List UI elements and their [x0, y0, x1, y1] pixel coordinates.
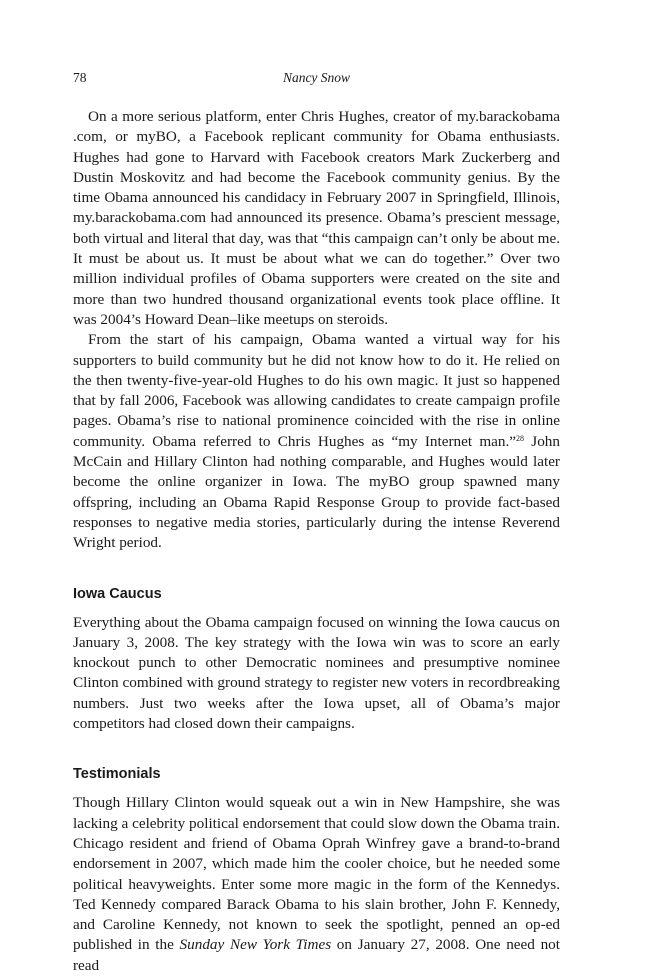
section-heading-testimonials: Testimonials	[73, 766, 161, 783]
paragraph-testimonials	[73, 793, 560, 976]
body-text	[73, 107, 560, 976]
paragraph-text: John McCain and Hillary Clinton had nothing comparable, and Hughes would later become the online organizer in Iowa. The myBO group spawned many offspring, including an Obama Rapid Response Group to provide fact-based responses to negative media stories, particularly during the intense Reverend Wright period.	[73, 432, 560, 552]
paragraph-text: on January 27, 2008. One need not read	[73, 936, 560, 974]
paragraph-text: Though Hillary Clinton would squeak out a win in New Hampshire, she was lacking a celebrity political endorsement that could slow down the Obama train. Chicago resident and friend of Obama Oprah Winfrey gave a brand-to-brand endorsement in 2007, which made him the cooler choice, but he needed some political heavyweights. Enter some more magic in the form of the Kennedys. Ted Kennedy compared Barack Obama to his slain brother, John F. Kennedy, and Caroline Kennedy, not known to seek the spotlight, penned an op-ed published in the	[73, 794, 560, 954]
section-heading-iowa-caucus: Iowa Caucus	[73, 585, 162, 602]
newspaper-title: Sunday New York Times	[179, 936, 332, 954]
book-page	[73, 0, 560, 975]
running-head	[73, 70, 560, 88]
paragraph-campaign-start	[73, 330, 560, 553]
footnote-marker: 28	[516, 433, 525, 443]
paragraph-iowa-caucus: Everything about the Obama campaign focused on winning the Iowa caucus on January 3, 2008. The key strategy with the Iowa win was to score an early knockout punch to other Democratic nominees and presumptive nominee Clinton combined with ground strategy to register new voters in recordbreaking numbers. Just two weeks after the Iowa upset, all of Obama’s major competitors had closed down their campaigns.	[73, 613, 560, 733]
running-head-author: Nancy Snow	[282, 70, 351, 85]
page-number: 78	[73, 70, 87, 85]
paragraph-text: From the start of his campaign, Obama wanted a virtual way for his supporters to build community but he did not know how to do it. He relied on the then twenty-five-year-old Hughes to do his own magic. It just so happened that by fall 2006, Facebook was allowing candidates to create campaign profile pages. Obama’s rise to national prominence coincided with the rise in online community. Obama referred to Chris Hughes as “my Internet man.”	[73, 331, 560, 450]
paragraph-chris-hughes: On a more serious platform, enter Chris Hughes, creator of my.barackobama .com, or myBO, a Facebook replicant community for Obama enthusiasts. Hughes had gone to Harvard with Facebook creators Mark Zuckerberg and Dustin Moskovitz and had become the Facebook community genius. By the time Obama announced his candidacy in February 2007 in Springfield, Illinois, my.barackobama.com had announced its presence. Obama’s prescient message, both virtual and literal that day, was that “this campaign can’t only be about me. It must be about us. It must be about what we can do together.” Over two million individual profiles of Obama supporters were created on the site and more than two hundred thousand organizational events took place offline. It was 2004’s Howard Dean–like meetups on steroids.	[73, 108, 560, 328]
